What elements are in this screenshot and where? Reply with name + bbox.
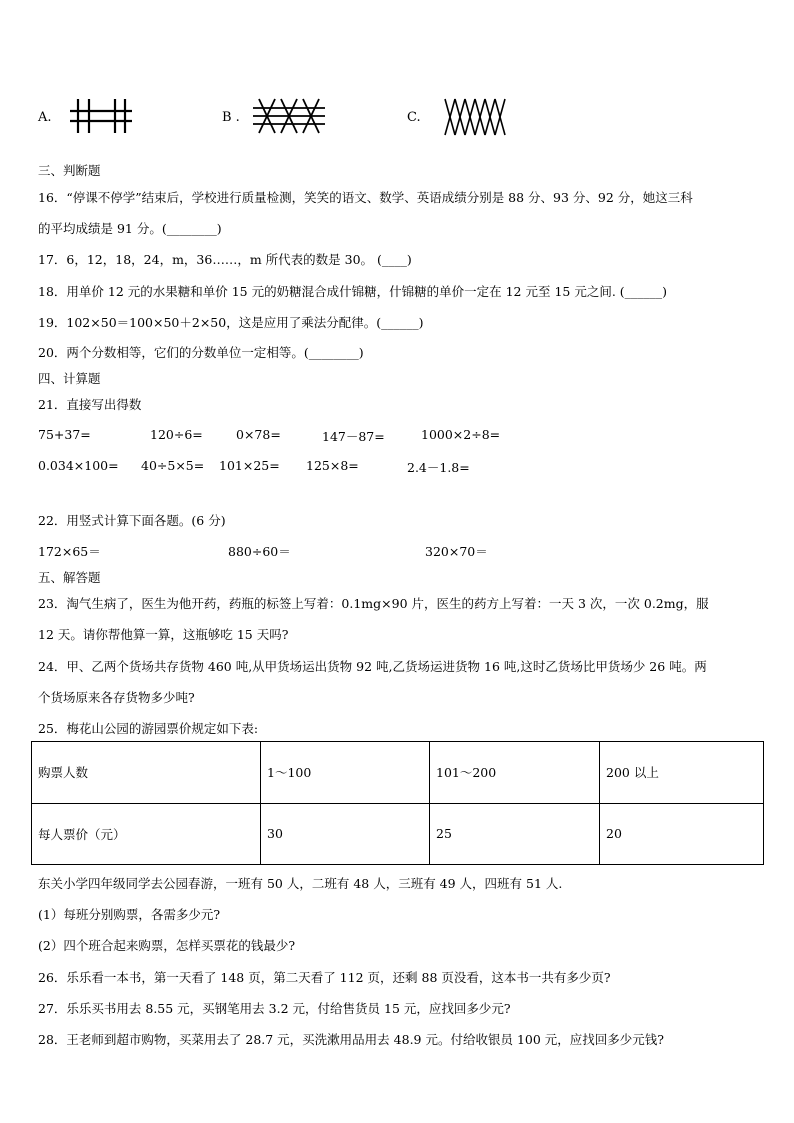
table-cell: 101～200 [430,742,600,804]
table-cell: 20 [600,803,764,865]
table-row [32,803,764,865]
option-b-label: B . [222,110,240,125]
table-cell: 25 [430,803,600,865]
calc-item: 147－87= [322,429,385,444]
calc-item: 0.034×100= [38,458,119,473]
question-28: 28．王老师到超市购物，买菜用去了 28.7 元，买洗漱用品用去 48.9 元。付给收银员 100 元，应找回多少元钱? [38,1032,664,1047]
question-23-line-2: 12 天。请你帮他算一算，这瓶够吃 15 天吗? [38,627,289,642]
calc-item: 880÷60＝ [228,544,291,559]
table-row [32,742,764,804]
question-24-line-2: 个货场原来各存货物多少吨? [38,690,195,705]
question-20: 20．两个分数相等，它们的分数单位一定相等。(________) [38,345,364,360]
calc-item: 75+37= [38,427,91,442]
question-18: 18．用单价 12 元的水果糖和单价 15 元的奶糖混合成什锦糖，什锦糖的单价一定在 12 元至 15 元之间. (______) [38,284,668,299]
question-25-title: 25．梅花山公园的游园票价规定如下表: [38,721,259,736]
question-16-line-2: 的平均成绩是 91 分。(________) [38,221,222,236]
option-b-figure [253,97,325,135]
calc-item: 40÷5×5= [141,458,205,473]
question-26: 26．乐乐看一本书，第一天看了 148 页，第二天看了 112 页，还剩 88 页没看，这本书一共有多少页? [38,970,611,985]
question-21-title: 21．直接写出得数 [38,397,142,412]
section-5-title: 五、解答题 [38,570,101,585]
table-cell: 1～100 [261,742,430,804]
option-c-figure [443,97,507,137]
question-25-sub-1: (1）每班分别购票，各需多少元? [38,907,221,922]
question-25-sub-2: (2）四个班合起来购票，怎样买票花的钱最少? [38,938,296,953]
calc-item: 125×8= [306,458,359,473]
option-a-figure [70,97,132,135]
calc-item: 1000×2÷8= [421,427,501,442]
table-cell: 200 以上 [600,742,764,804]
calc-item: 2.4－1.8= [407,460,470,475]
calc-item: 320×70＝ [425,544,488,559]
calc-item: 172×65＝ [38,544,101,559]
question-19: 19．102×50＝100×50＋2×50，这是应用了乘法分配律。(______) [38,315,424,330]
section-4-title: 四、计算题 [38,371,101,386]
calc-item: 120÷6= [150,427,203,442]
question-23-line-1: 23．淘气生病了，医生为他开药，药瓶的标签上写着：0.1mg×90 片，医生的药方上写着：一天 3 次，一次 0.2mg，服 [38,596,709,611]
ticket-price-table [31,741,764,865]
section-3-title: 三、判断题 [38,163,101,178]
question-24-line-1: 24．甲、乙两个货场共存货物 460 吨,从甲货场运出货物 92 吨,乙货场运进货物 16 吨,这时乙货场比甲货场少 26 吨。两 [38,659,707,674]
option-c-label: C. [407,110,421,125]
table-cell: 购票人数 [32,742,261,804]
question-27: 27．乐乐买书用去 8.55 元，买钢笔用去 3.2 元，付给售货员 15 元，应找回多少元? [38,1001,511,1016]
question-22-title: 22．用竖式计算下面各题。(6 分) [38,513,226,528]
option-a-label: A. [38,110,52,125]
question-17: 17．6，12，18，24，m，36……，m 所代表的数是 30。 (____) [38,252,412,267]
question-25-description: 东关小学四年级同学去公园春游，一班有 50 人，二班有 48 人，三班有 49 人，四班有 51 人. [38,876,563,891]
question-16-line-1: 16．“停课不停学”结束后，学校进行质量检测，笑笑的语文、数学、英语成绩分别是 88 分、93 分、92 分，她这三科 [38,190,693,205]
calc-item: 101×25= [219,458,280,473]
calc-item: 0×78= [236,427,281,442]
table-cell: 每人票价（元） [32,803,261,865]
table-cell: 30 [261,803,430,865]
